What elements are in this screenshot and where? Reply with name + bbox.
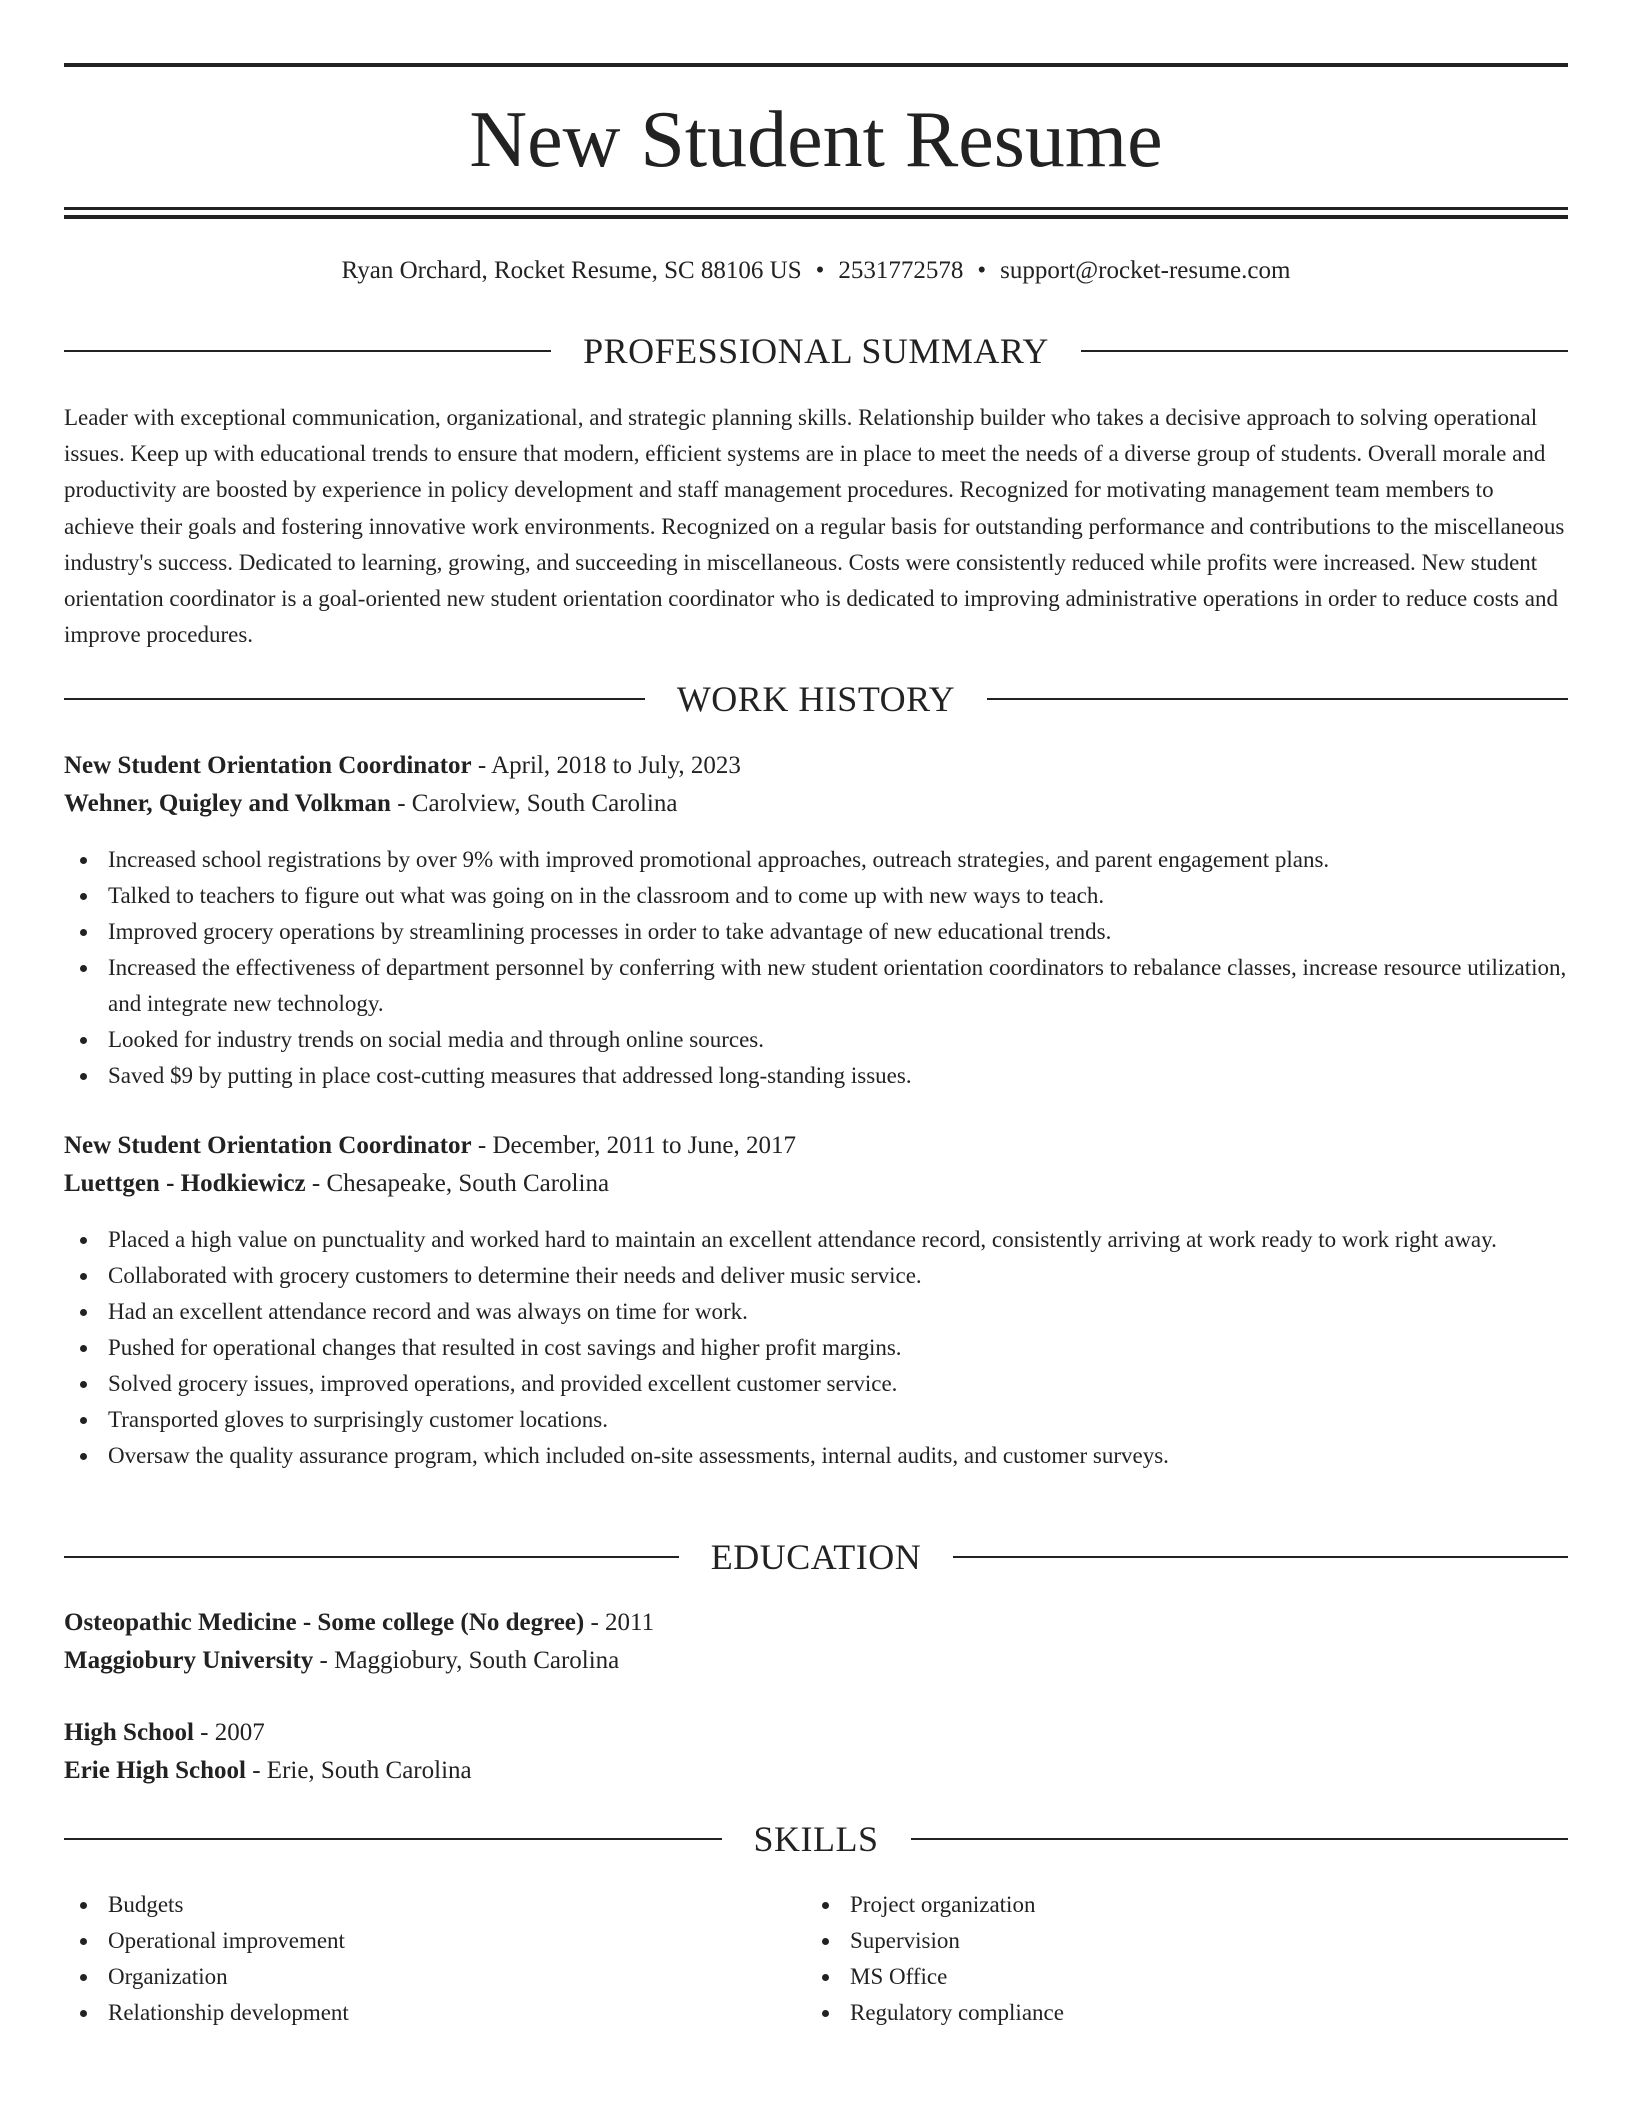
list-item: Transported gloves to surprisingly customer locations. <box>64 1402 1568 1438</box>
summary-paragraph: Leader with exceptional communication, organizational, and strategic planning skills. Relationship builder who takes a decisive approach to solving operational issues. Keep up with educational trends to ensure that modern, efficient systems are in place to meet the needs of a diverse group of students. Overall morale and productivity are boosted by experience in policy development and staff management procedures. Recognized for motivating management team members to achieve their goals and fostering innovative work environments. Recognized on a regular basis for outstanding performance and contributions to the miscellaneous industry's success. Dedicated to learning, growing, and succeeding in miscellaneous. Costs were consistently reduced while profits were increased. New student orientation coordinator is a goal-oriented new student orientation coordinator who is dedicated to improving administrative operations in order to reduce costs and improve procedures. <box>64 405 1565 648</box>
skill-item: Relationship development <box>64 1995 764 2031</box>
heading-rule-left <box>64 698 645 700</box>
skill-item: MS Office <box>806 1959 1506 1995</box>
skills-list-left <box>64 1887 764 2031</box>
list-item: Oversaw the quality assurance program, which included on-site assessments, internal audits, and customer surveys. <box>64 1438 1568 1474</box>
skill-item: Supervision <box>806 1923 1506 1959</box>
contact-line <box>64 254 1568 288</box>
job-dates: - December, 2011 to June, 2017 <box>471 1132 797 1159</box>
skill-item: Regulatory compliance <box>806 1995 1506 2031</box>
heading-rule-left <box>64 350 551 352</box>
section-heading-summary <box>64 327 1568 375</box>
job-location: - Carolview, South Carolina <box>390 790 678 817</box>
section-heading-label: WORK HISTORY <box>676 679 956 719</box>
list-item: Looked for industry trends on social media and through online sources. <box>64 1022 1568 1058</box>
education-school-line <box>64 1753 1568 1789</box>
contact-email: support@rocket-resume.com <box>1000 257 1291 284</box>
header-double-rule-lower <box>64 215 1568 219</box>
resume-title: New Student Resume <box>469 96 1163 184</box>
education-degree-line <box>64 1605 1568 1641</box>
education-school-line <box>64 1643 1568 1679</box>
list-item: Saved $9 by putting in place cost-cutting measures that addressed long-standing issues. <box>64 1058 1568 1094</box>
list-item: Had an excellent attendance record and was always on time for work. <box>64 1294 1568 1330</box>
heading-rule-right <box>953 1556 1568 1558</box>
skills-list-right <box>806 1887 1506 2031</box>
heading-rule-right <box>1081 350 1568 352</box>
education-location: - Erie, South Carolina <box>245 1757 472 1784</box>
education-school: Erie High School <box>64 1757 246 1784</box>
contact-separator: • <box>977 257 987 284</box>
job-employer-line <box>64 1166 1568 1202</box>
skill-item: Operational improvement <box>64 1923 764 1959</box>
list-item: Pushed for operational changes that resulted in cost savings and higher profit margins. <box>64 1330 1568 1366</box>
contact-address: Ryan Orchard, Rocket Resume, SC 88106 US <box>341 257 802 284</box>
heading-rule-right <box>987 698 1568 700</box>
job-title-line <box>64 1128 1568 1164</box>
education-degree: Osteopathic Medicine - Some college (No degree) <box>64 1609 585 1636</box>
section-heading-label: SKILLS <box>753 1819 879 1859</box>
list-item: Talked to teachers to figure out what was going on in the classroom and to come up with new ways to teach. <box>64 878 1568 914</box>
job-bullets <box>64 1222 1568 1474</box>
list-item: Improved grocery operations by streamlining processes in order to take advantage of new educational trends. <box>64 914 1568 950</box>
heading-rule-right <box>911 1838 1569 1840</box>
skill-item: Project organization <box>806 1887 1506 1923</box>
contact-separator: • <box>815 257 825 284</box>
section-heading-skills <box>64 1815 1568 1863</box>
job-bullets <box>64 842 1568 1094</box>
job-dates: - April, 2018 to July, 2023 <box>471 752 741 779</box>
section-heading-education <box>64 1533 1568 1581</box>
job-location: - Chesapeake, South Carolina <box>305 1170 610 1197</box>
header-double-rule-upper <box>64 207 1568 210</box>
skill-item: Budgets <box>64 1887 764 1923</box>
header-top-rule <box>64 63 1568 67</box>
list-item: Collaborated with grocery customers to determine their needs and deliver music service. <box>64 1258 1568 1294</box>
job-title-line <box>64 748 1568 784</box>
education-year: - 2011 <box>584 1609 655 1636</box>
list-item: Increased school registrations by over 9% with improved promotional approaches, outreach strategies, and parent engagement plans. <box>64 842 1568 878</box>
list-item: Placed a high value on punctuality and worked hard to maintain an excellent attendance record, consistently arriving at work ready to work right away. <box>64 1222 1568 1258</box>
education-degree-line <box>64 1715 1568 1751</box>
list-item: Increased the effectiveness of department personnel by conferring with new student orientation coordinators to rebalance classes, increase resource utilization, and integrate new technology. <box>64 950 1568 1022</box>
section-heading-work-history <box>64 675 1568 723</box>
section-heading-label: EDUCATION <box>710 1537 922 1577</box>
list-item: Solved grocery issues, improved operations, and provided excellent customer service. <box>64 1366 1568 1402</box>
heading-rule-left <box>64 1556 679 1558</box>
job-title: New Student Orientation Coordinator <box>64 1132 472 1159</box>
heading-rule-left <box>64 1838 722 1840</box>
skill-item: Organization <box>64 1959 764 1995</box>
education-degree: High School <box>64 1719 194 1746</box>
job-employer: Luettgen - Hodkiewicz <box>64 1170 306 1197</box>
job-employer-line <box>64 786 1568 822</box>
contact-phone: 2531772578 <box>838 257 964 284</box>
education-location: - Maggiobury, South Carolina <box>313 1647 620 1674</box>
education-school: Maggiobury University <box>64 1647 314 1674</box>
job-employer: Wehner, Quigley and Volkman <box>64 790 391 817</box>
education-year: - 2007 <box>193 1719 265 1746</box>
job-title: New Student Orientation Coordinator <box>64 752 472 779</box>
section-heading-label: PROFESSIONAL SUMMARY <box>583 331 1049 371</box>
